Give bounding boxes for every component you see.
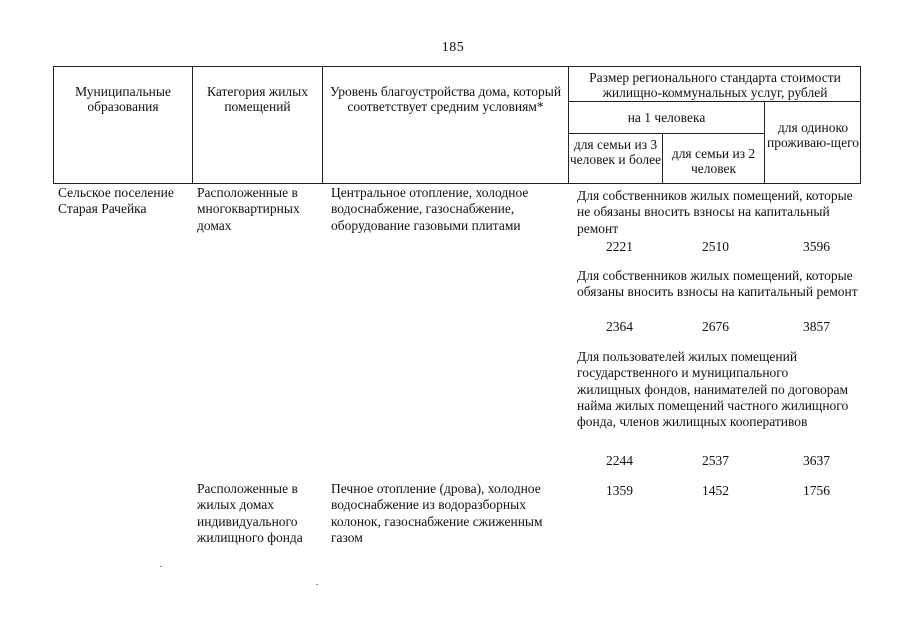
cell-level-1: Центральное отопление, холодное водоснабжение, газоснабжение, оборудование газовыми плитами bbox=[331, 185, 529, 233]
header-category: Категория жилых помещений bbox=[207, 84, 308, 114]
scan-speck bbox=[316, 584, 318, 585]
row2-single: 1756 bbox=[803, 483, 830, 498]
header-family3: для семьи из 3 человек и более bbox=[569, 137, 662, 167]
cell-municipality: Сельское поселение Старая Рачейка bbox=[58, 185, 174, 217]
header-standard: Размер регионального стандарта стоимости жилищно-коммунальных услуг, рублей bbox=[589, 70, 841, 100]
table-header bbox=[53, 66, 861, 184]
cell-category-1: Расположенные в многоквартирных домах bbox=[197, 185, 300, 233]
group-a-single: 3596 bbox=[803, 239, 830, 254]
row2-family3: 1359 bbox=[606, 483, 633, 498]
group-a-family2: 2510 bbox=[702, 239, 729, 254]
header-level: Уровень благоустройства дома, который соответствует средним условиям* bbox=[329, 84, 562, 114]
group-c-single: 3637 bbox=[803, 453, 830, 468]
page-number: 185 bbox=[441, 40, 465, 55]
scan-speck bbox=[160, 566, 162, 567]
header-municipality: Муниципальные образования bbox=[75, 84, 171, 114]
header-family2: для семьи из 2 человек bbox=[671, 146, 756, 176]
header-per-person: на 1 человека bbox=[627, 110, 706, 125]
group-c-family3: 2244 bbox=[606, 453, 633, 468]
group-b-family3: 2364 bbox=[606, 319, 633, 334]
group-c-family2: 2537 bbox=[702, 453, 729, 468]
group-b-family2: 2676 bbox=[702, 319, 729, 334]
group-b-label: Для собственников жилых помещений, которые обязаны вносить взносы на капитальный ремонт bbox=[577, 268, 858, 300]
group-c-label: Для пользователей жилых помещений государственного и муниципального жилищных фондов, нанимателей по договорам найма жилых помещений частного жилищного фонда, членов жилищных кооперативов bbox=[577, 349, 849, 430]
cell-level-2: Печное отопление (дрова), холодное водоснабжение из водоразборных колонок, газоснабжение сжиженным газом bbox=[331, 481, 543, 545]
cell-category-2: Расположенные в жилых домах индивидуального жилищного фонда bbox=[197, 481, 303, 545]
header-single: для одиноко проживаю-щего bbox=[766, 120, 860, 150]
group-a-label: Для собственников жилых помещений, которые не обязаны вносить взносы на капитальный ремонт bbox=[577, 188, 853, 236]
row2-family2: 1452 bbox=[702, 483, 729, 498]
group-b-single: 3857 bbox=[803, 319, 830, 334]
group-a-family3: 2221 bbox=[606, 239, 633, 254]
